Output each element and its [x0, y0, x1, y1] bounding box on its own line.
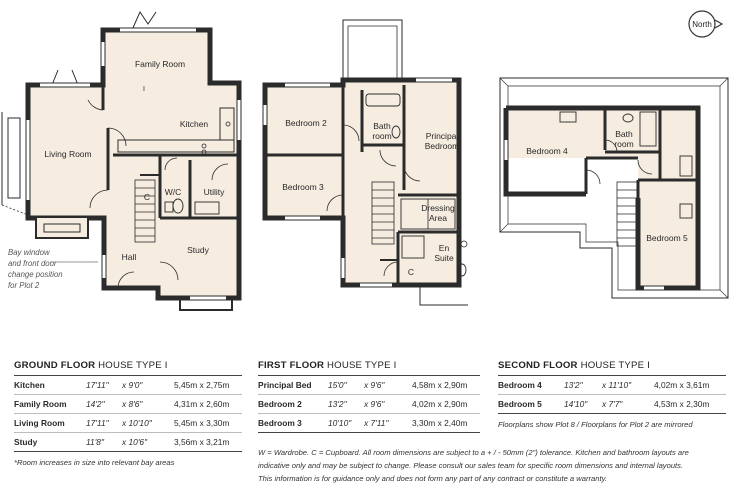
ground-floor-footnote: *Room increases in size into relevant bay areas: [14, 458, 175, 467]
table-row: Living Room 17'11" x 10'10" 5,45m x 3,30m: [14, 414, 242, 433]
table-row: Bedroom 5 14'10" x 7'7" 4,53m x 2,30m: [498, 395, 726, 414]
label-bathroom-1a: Bath: [373, 121, 391, 131]
first-floor-heading: FIRST FLOOR HOUSE TYPE I: [258, 360, 480, 376]
table-row: Kitchen 17'11" x 9'0" 5,45m x 2,75m: [14, 376, 242, 395]
table-row: Bedroom 2 13'2" x 9'6" 4,02m x 2,90m: [258, 395, 480, 414]
label-bedroom-5: Bedroom 5: [646, 233, 688, 243]
label-living-room: Living Room: [44, 149, 92, 159]
label-bathroom-2b: room: [614, 139, 634, 149]
bay-note-2: and front door: [8, 259, 57, 268]
label-bathroom-2a: Bath: [615, 129, 633, 139]
label-bedroom-2: Bedroom 2: [285, 118, 327, 128]
label-cupboard: C: [143, 192, 151, 202]
label-principal-1: Principal: [425, 131, 459, 141]
bay-note-3: change position: [8, 270, 63, 279]
second-floor-heading: SECOND FLOOR HOUSE TYPE I: [498, 360, 726, 376]
label-kitchen: Kitchen: [179, 119, 209, 129]
second-floor-note: Floorplans show Plot 8 / Floorplans for Plot 2 are mirrored: [498, 420, 693, 429]
table-row: Bedroom 4 13'2" x 11'10" 4,02m x 3,61m: [498, 376, 726, 395]
label-bathroom-1b: room: [372, 131, 392, 141]
label-ensuite-1: En: [438, 243, 450, 253]
label-bedroom-3: Bedroom 3: [282, 182, 324, 192]
label-bedroom-4: Bedroom 4: [526, 146, 568, 156]
label-family-room: Family Room: [134, 59, 186, 69]
label-utility: Utility: [203, 187, 225, 197]
ground-floor-table: [14, 360, 242, 467]
first-floor-table: [258, 360, 480, 433]
north-compass-icon: [684, 10, 724, 43]
bay-note-1: Bay window: [8, 248, 50, 257]
label-dressing-2: Area: [429, 213, 447, 223]
ground-floor-heading: GROUND FLOOR HOUSE TYPE I: [14, 360, 242, 376]
label-hall: Hall: [121, 252, 137, 262]
svg-text:I: I: [143, 86, 145, 93]
label-wc: W/C: [164, 187, 182, 197]
table-row: Family Room 14'2" x 8'6" 4,31m x 2,60m: [14, 395, 242, 414]
second-floor-table: [498, 360, 726, 429]
bay-note-4: for Plot 2: [8, 281, 40, 290]
label-cupboard-2: C: [407, 267, 415, 277]
second-floor-plan: [500, 78, 728, 298]
table-row: Bedroom 3 10'10" x 7'11" 3,30m x 2,40m: [258, 414, 480, 433]
table-row: Principal Bed 15'0" x 9'6" 4,58m x 2,90m: [258, 376, 480, 395]
label-ensuite-2: Suite: [434, 253, 454, 263]
label-principal-2: Bedroom: [424, 141, 460, 151]
label-study: Study: [187, 245, 209, 255]
disclaimer: W = Wardrobe. C = Cupboard. All room dimensions are subject to a + / - 50mm (2") tolerance. Kitchen and bathroom layouts are indicative only and may be subject to change. Please consult our sales team for specific room dimensions and internal layouts. This information is for guidance only and does not form any part of any contract or constitute a warranty.: [258, 448, 689, 483]
table-row: Study 11'8" x 10'6" 3,56m x 3,21m: [14, 433, 242, 452]
label-dressing-1: Dressing: [421, 203, 455, 213]
compass-label: North: [692, 20, 712, 29]
